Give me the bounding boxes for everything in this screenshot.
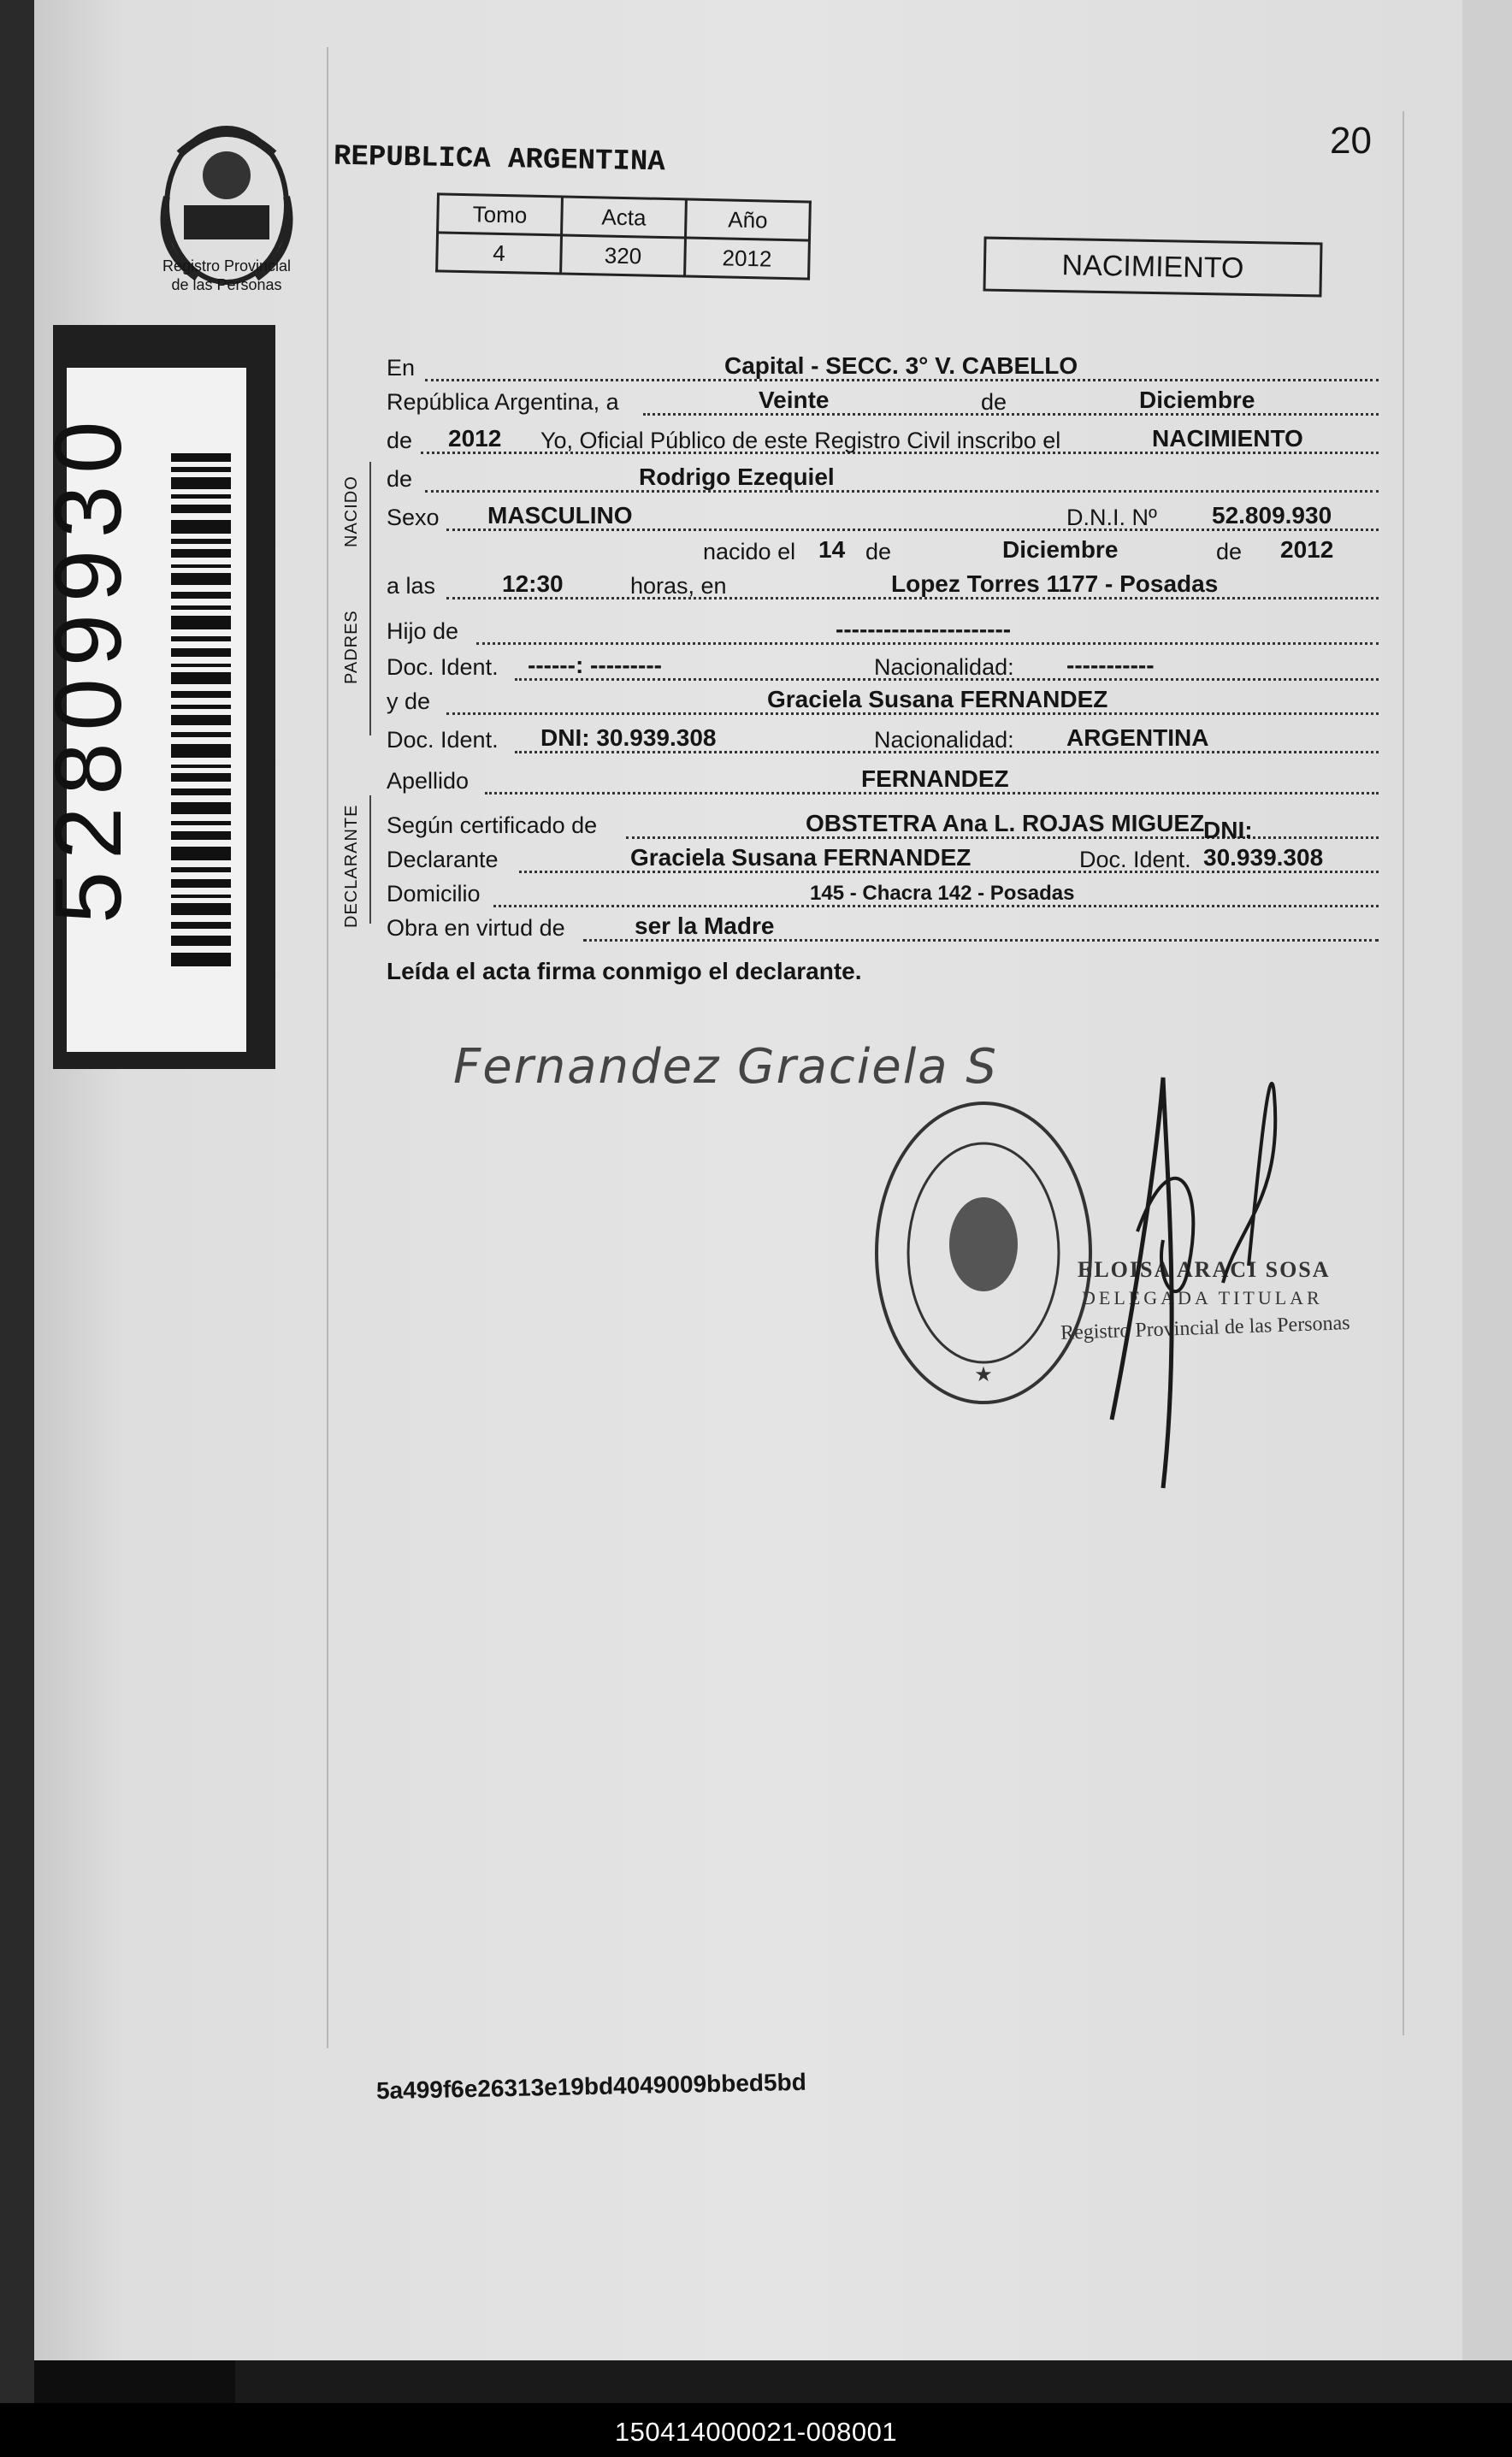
document-title: REPUBLICA ARGENTINA (333, 140, 665, 180)
value-nac2: ARGENTINA (1066, 724, 1209, 751)
page-number: 20 (1330, 120, 1372, 162)
field-row-doc1 (387, 650, 1379, 684)
document-hash: 5a499f6e26313e19bd4049009bbed5bd (375, 2068, 807, 2105)
value-domicilio: 145 - Chacra 142 - Posadas (810, 882, 1075, 905)
field-row-republica (387, 385, 1379, 419)
label-y-de: y de (387, 688, 431, 714)
field-row-name (387, 462, 1379, 496)
value-year: 2012 (448, 425, 502, 452)
label-declarante: Declarante (387, 847, 499, 872)
label-year-prefix: de (387, 428, 413, 453)
label-oficial: Yo, Oficial Público de este Registro Civil inscribo el (540, 428, 1061, 453)
value-birth-time: 12:30 (502, 570, 564, 597)
label-de3: de (865, 539, 892, 564)
field-row-doc2 (387, 723, 1379, 757)
officer-role: DELEGADA TITULAR (1082, 1287, 1323, 1308)
svg-text:★: ★ (974, 1363, 993, 1386)
footer-scan-id: 150414000021-008001 (614, 2417, 898, 2447)
book-spine (0, 0, 34, 2457)
label-doc1: Doc. Ident. (387, 654, 499, 680)
label-hijo: Hijo de (387, 618, 459, 644)
label-doc2: Doc. Ident. (387, 727, 499, 753)
label-obra: Obra en virtud de (387, 915, 565, 941)
label-horas: horas, en (630, 573, 727, 599)
value-birth-day: 14 (818, 536, 846, 563)
value-declarante: Graciela Susana FERNANDEZ (630, 844, 972, 871)
frame-line-left (327, 47, 328, 2048)
value-inscribo: NACIMIENTO (1152, 425, 1303, 452)
field-row-obra (387, 911, 1379, 945)
side-label-declarante: DECLARANTE (342, 804, 361, 928)
value-dni: 52.809.930 (1212, 502, 1332, 529)
value-month: Diciembre (1139, 387, 1255, 413)
table-value-ano: 2012 (685, 238, 810, 279)
value-hijo: ---------------------- (836, 616, 1012, 642)
value-en: Capital - SECC. 3° V. CABELLO (724, 352, 1078, 379)
label-de4: de (1216, 539, 1243, 564)
value-sexo: MASCULINO (487, 502, 633, 529)
value-cert: OBSTETRA Ana L. ROJAS MIGUEZ (806, 810, 1205, 836)
value-decl-doc: DNI: 30.939.308 (1203, 817, 1324, 871)
value-nac1: ----------- (1066, 652, 1155, 678)
handwritten-declarant-signature: Fernandez Graciela S (453, 1039, 998, 1095)
label-domicilio: Domicilio (387, 881, 481, 907)
field-row-birth (387, 535, 1379, 569)
act-type-box: NACIMIENTO (983, 237, 1322, 298)
label-nac1: Nacionalidad: (874, 654, 1014, 680)
table-header-tomo: Tomo (438, 194, 563, 235)
value-birth-place: Lopez Torres 1177 - Posadas (891, 570, 1219, 597)
dotted-line (643, 413, 1379, 416)
field-row-domicilio (387, 877, 1379, 911)
side-bar-nacido (369, 462, 371, 735)
label-dni: D.N.I. Nº (1066, 505, 1157, 530)
side-bar-declarante (369, 795, 371, 924)
label-sexo: Sexo (387, 505, 440, 530)
value-doc1: ------: --------- (528, 652, 662, 678)
value-day-word: Veinte (759, 387, 830, 413)
officer-signature-icon (1060, 1009, 1351, 1522)
label-nacido: nacido el (703, 539, 796, 564)
officer-name: ELOISA ARACI SOSA (1078, 1257, 1331, 1282)
page-edge (1462, 0, 1512, 2360)
closing-statement: Leída el acta firma conmigo el declarante. (387, 958, 862, 984)
field-row-time (387, 569, 1379, 603)
value-name: Rodrigo Ezequiel (639, 464, 835, 490)
table-header-ano: Año (685, 199, 810, 240)
officer-office: Registro Provincial de las Personas (1060, 1312, 1350, 1344)
field-row-sexo (387, 500, 1379, 535)
label-decl-doc: Doc. Ident. (1079, 847, 1191, 872)
dotted-line (425, 490, 1379, 493)
barcode-bars-icon (171, 453, 231, 966)
barcode-number: 52809930 (36, 409, 141, 924)
label-nac2: Nacionalidad: (874, 727, 1014, 753)
label-de2: de (387, 466, 413, 492)
label-republica: República Argentina, a (387, 389, 619, 415)
field-row-oficial (387, 423, 1379, 458)
table-value-acta: 320 (561, 235, 686, 276)
value-doc2: DNI: 30.939.308 (540, 724, 717, 751)
value-birth-month: Diciembre (1002, 536, 1119, 563)
logo-caption: Registro Provincial de las Personas (162, 257, 292, 293)
value-obra: ser la Madre (635, 913, 775, 939)
registry-table (435, 192, 812, 280)
label-a-las: a las (387, 573, 436, 599)
field-row-apellido (387, 764, 1379, 798)
side-label-nacido: NACIDO (342, 475, 361, 547)
field-row-en (387, 351, 1379, 385)
label-apellido: Apellido (387, 768, 470, 794)
label-en: En (387, 355, 416, 381)
table-value-tomo: 4 (437, 233, 562, 274)
label-cert: Según certificado de (387, 812, 598, 838)
page-bottom-shadow (235, 2360, 1512, 2403)
frame-line-right (1403, 111, 1404, 2035)
field-row-mother (387, 684, 1379, 718)
table-header-acta: Acta (562, 197, 687, 238)
side-label-padres: PADRES (342, 610, 361, 684)
value-birth-year: 2012 (1280, 536, 1334, 563)
field-row-hijo (387, 614, 1379, 648)
value-mother: Graciela Susana FERNANDEZ (767, 686, 1108, 712)
label-de: de (981, 389, 1007, 415)
value-apellido: FERNANDEZ (861, 765, 1009, 792)
